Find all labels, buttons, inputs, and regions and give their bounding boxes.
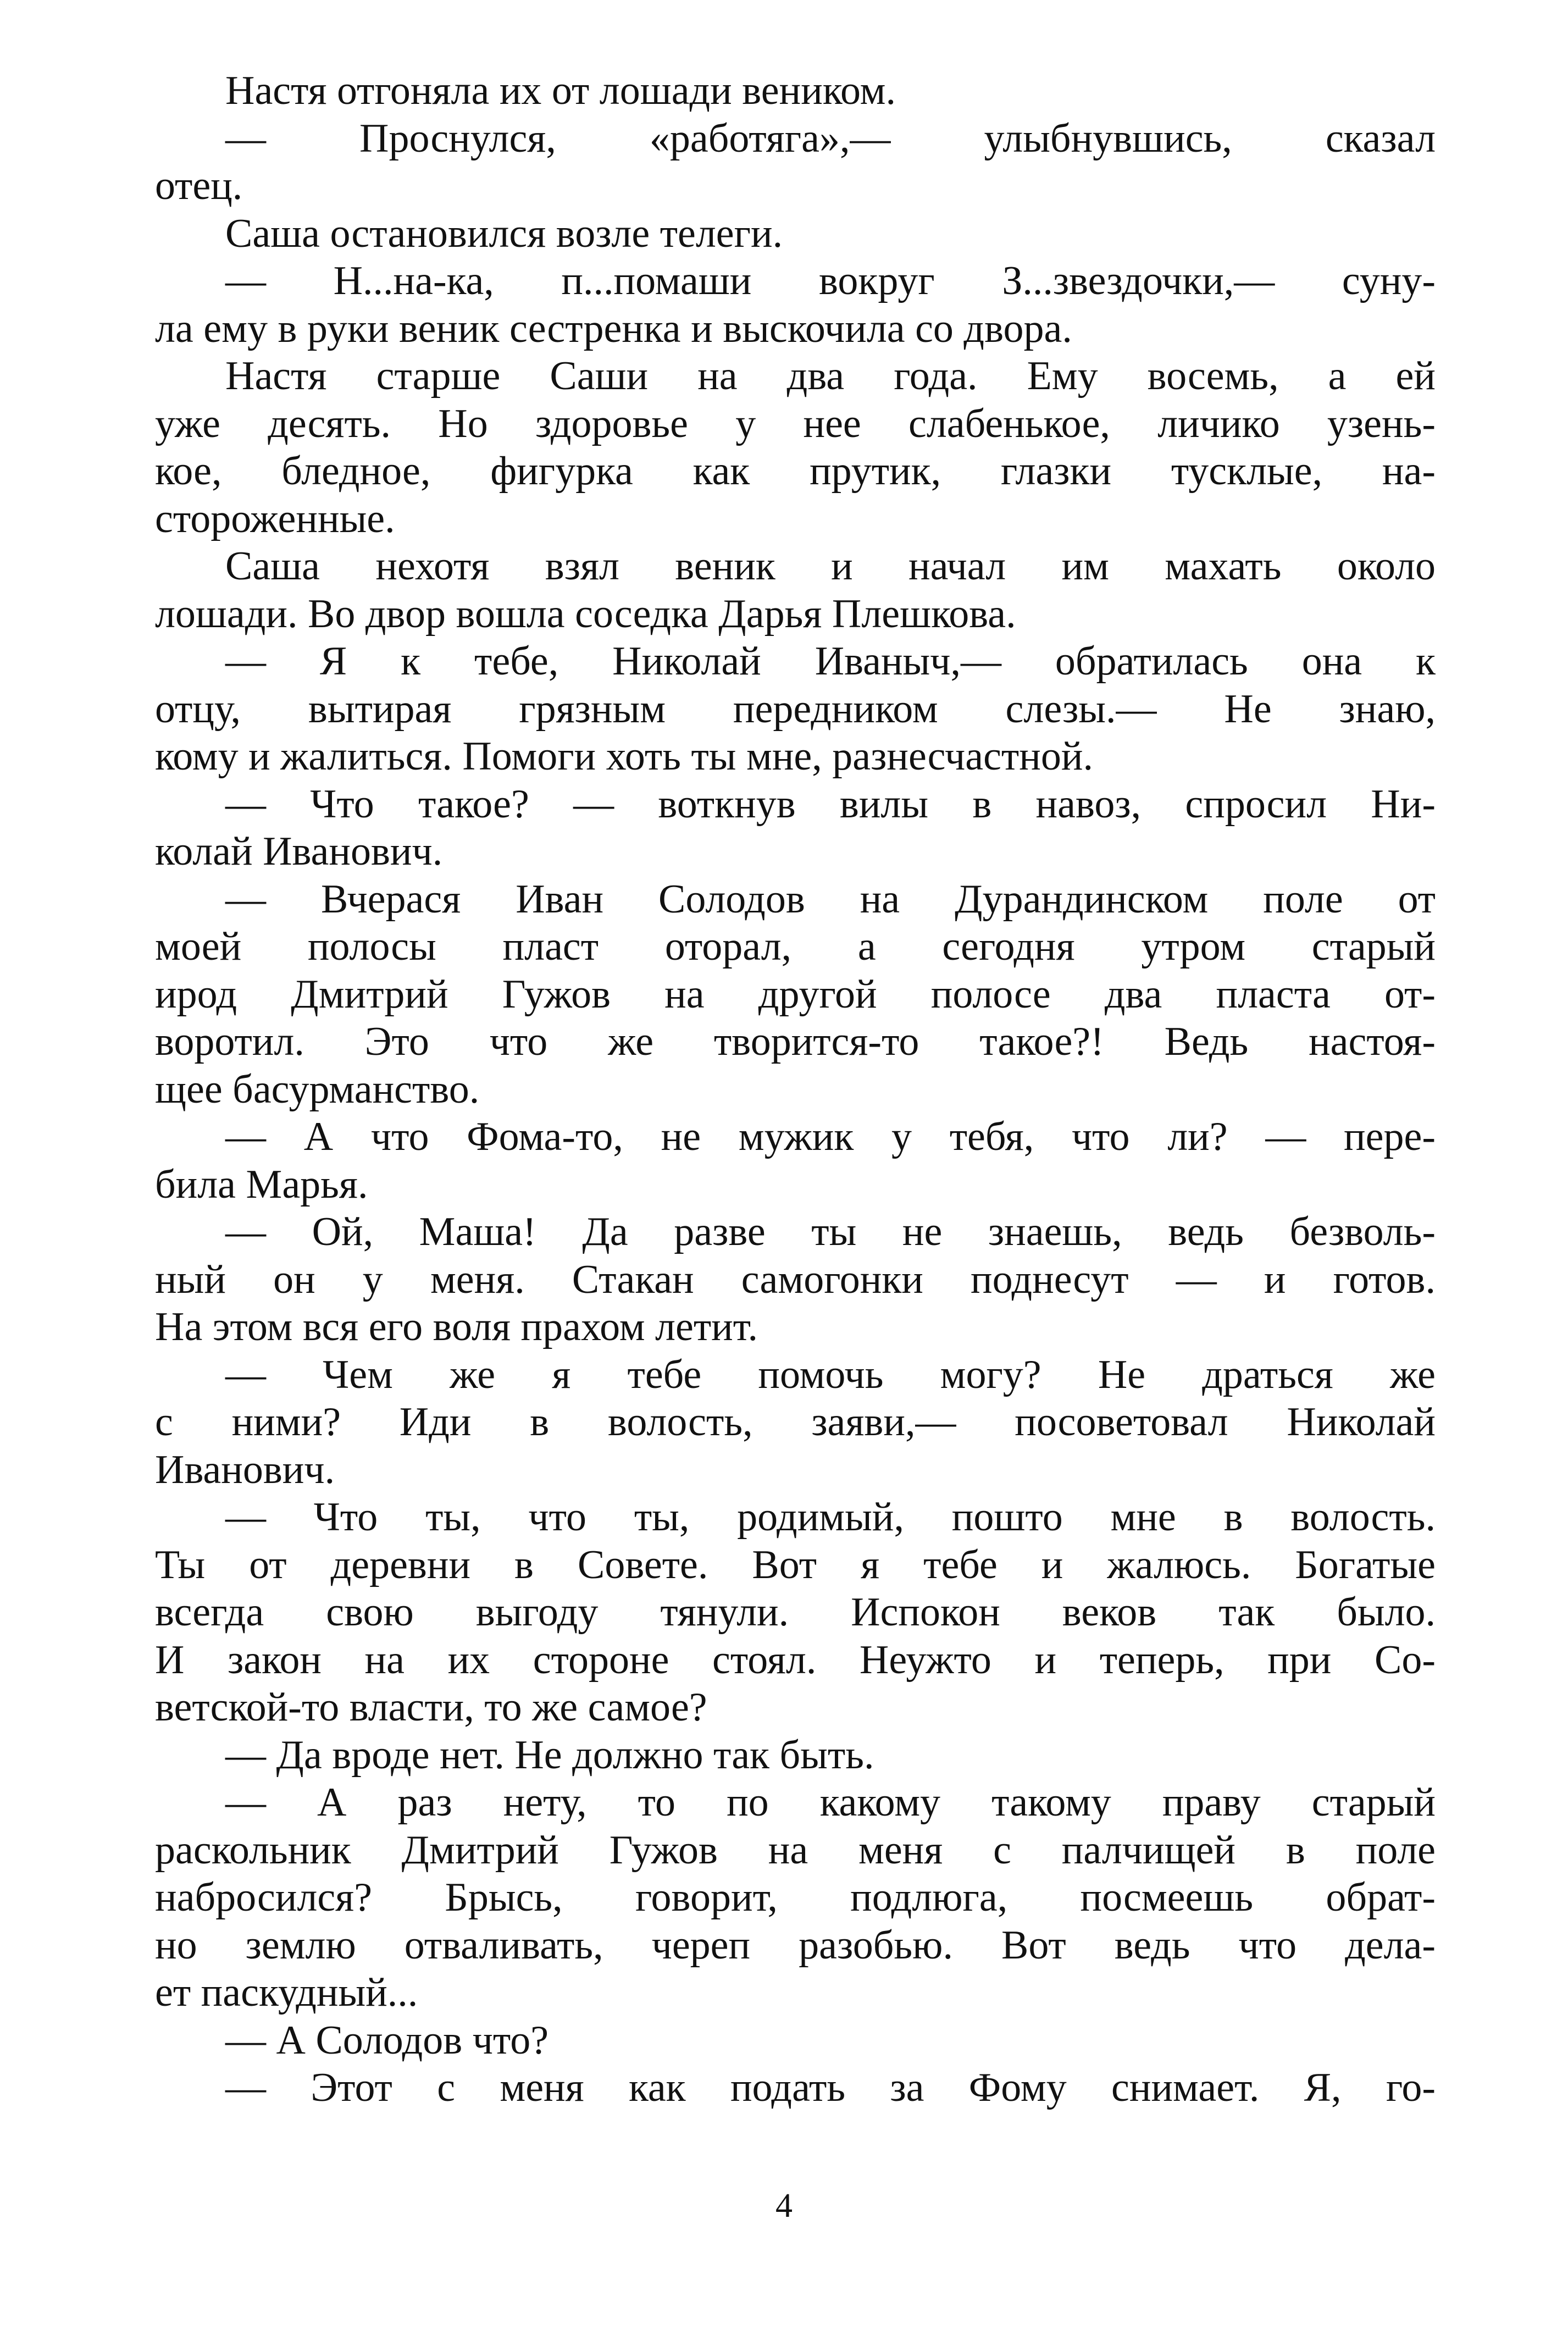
text-line: отцу, вытирая грязным передником слезы.— Не знаю,	[155, 686, 1436, 732]
page-number: 4	[775, 2187, 793, 2225]
text-line: колай Иванович.	[155, 829, 443, 874]
text-line: всегда свою выгоду тянули. Испокон веков так было.	[155, 1590, 1436, 1635]
text-line: — Что ты, что ты, родимый, пошто мне в волость.	[225, 1495, 1436, 1540]
text-line: Настя старше Саши на два года. Ему восемь, а ей	[225, 353, 1436, 399]
page-text	[155, 67, 1436, 2112]
text-line: На этом вся его воля прахом летит.	[155, 1304, 758, 1349]
text-line: раскольник Дмитрий Гужов на меня с палчищей в поле	[155, 1827, 1436, 1873]
text-line: Ты от деревни в Совете. Вот я тебе и жалюсь. Богатые	[155, 1542, 1436, 1587]
text-line: Иванович.	[155, 1447, 335, 1492]
text-line: Саша нехотя взял веник и начал им махать около	[225, 544, 1436, 589]
text-line: била Марья.	[155, 1161, 368, 1207]
text-line: — А Солодов что?	[225, 2017, 549, 2063]
text-line: кое, бледное, фигурка как прутик, глазки тусклые, на-	[155, 449, 1436, 494]
text-line: воротил. Это что же творится-то такое?! Ведь настоя-	[155, 1019, 1436, 1064]
text-line: отец.	[155, 163, 243, 208]
text-line: набросился? Брысь, говорит, подлюга, посмеешь обрат-	[155, 1875, 1436, 1920]
text-line: уже десять. Но здоровье у нее слабенькое, личико узень-	[155, 401, 1436, 446]
text-line: — А что Фома-то, не мужик у тебя, что ли? — пере-	[225, 1114, 1436, 1159]
text-line: — Ой, Маша! Да разве ты не знаешь, ведь безволь-	[225, 1209, 1436, 1254]
text-line: с ними? Иди в волость, заяви,— посоветовал Николай	[155, 1399, 1436, 1445]
text-line: — Н...на-ка, п...помаши вокруг З...звездочки,— суну-	[225, 258, 1436, 303]
text-line: — А раз нету, то по какому такому праву старый	[225, 1780, 1436, 1825]
text-line: щее басурманство.	[155, 1066, 480, 1112]
text-line: ет паскудный...	[155, 1970, 418, 2015]
text-line: Саша остановился возле телеги.	[225, 211, 783, 256]
text-line: — Этот с меня как подать за Фому снимает. Я, го-	[225, 2065, 1436, 2110]
text-line: стороженные.	[155, 496, 395, 541]
text-line: — Да вроде нет. Не должно так быть.	[225, 1732, 874, 1778]
text-line: И закон на их стороне стоял. Неужто и теперь, при Со-	[155, 1637, 1436, 1683]
text-line: но землю отваливать, череп разобью. Вот ведь что дела-	[155, 1922, 1436, 1968]
text-line: ветской-то власти, то же самое?	[155, 1685, 707, 1730]
text-line: — Я к тебе, Николай Иваныч,— обратилась она к	[225, 639, 1436, 684]
text-line: моей полосы пласт оторал, а сегодня утром старый	[155, 924, 1436, 969]
text-line: кому и жалиться. Помоги хоть ты мне, разнесчастной.	[155, 734, 1093, 779]
text-line: ирод Дмитрий Гужов на другой полосе два пласта от-	[155, 971, 1436, 1017]
text-line: ный он у меня. Стакан самогонки поднесут — и готов.	[155, 1257, 1436, 1302]
text-line: — Что такое? — воткнув вилы в навоз, спросил Ни-	[225, 781, 1436, 827]
text-line: Настя отгоняла их от лошади веником.	[225, 68, 896, 113]
text-line: — Вчерася Иван Солодов на Дурандинском поле от	[225, 876, 1436, 922]
text-line: — Чем же я тебе помочь могу? Не драться же	[225, 1352, 1436, 1397]
text-line: — Проснулся, «работяга»,— улыбнувшись, сказал	[225, 115, 1436, 161]
text-line: ла ему в руки веник сестренка и выскочила со двора.	[155, 306, 1072, 351]
text-line: лошади. Во двор вошла соседка Дарья Плешкова.	[155, 591, 1016, 637]
